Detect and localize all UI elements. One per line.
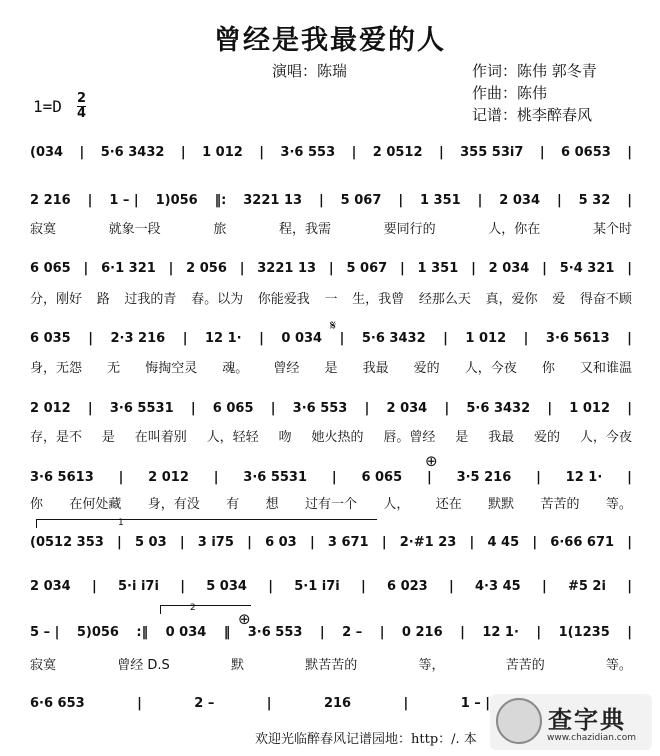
notation-token: | [471, 260, 476, 276]
notation-token: | [460, 624, 465, 640]
notation-token: 5 034 [206, 578, 247, 594]
notation-token: | [627, 624, 632, 640]
lyric-token: 等， [418, 658, 445, 673]
notation-row [30, 190, 632, 210]
notation-token: 1 351 [419, 192, 461, 208]
notation-token: (034 [30, 144, 64, 160]
notation-token: 5 067 [340, 192, 382, 208]
notation-token: | [469, 534, 475, 550]
lyric-token: 经那么天 [418, 292, 471, 307]
time-signature [77, 92, 86, 121]
lyric-token: 要同行的 [383, 222, 436, 237]
lyric-token: 人，你在 [488, 222, 541, 237]
key-signature: 1=D [33, 97, 62, 116]
notation-token: | [180, 144, 186, 160]
lyric-token: 路 [96, 292, 110, 307]
notation-token: 5 067 [346, 260, 388, 276]
notation-token: 5·i i7i [118, 578, 159, 594]
notation-token: | [247, 534, 252, 550]
lyric-row [30, 288, 632, 306]
notation-token: #5 2i [567, 578, 606, 594]
notation-token: 0 034 [281, 330, 323, 346]
lyric-token: 春。以为 [191, 292, 244, 307]
lyric-row [30, 493, 632, 511]
notation-token: 3·5 216 [456, 469, 512, 485]
notation-token: | [239, 260, 245, 276]
transcriber-credit: 记谱：桃李醉春风 [472, 106, 593, 124]
notation-token: | [536, 624, 542, 640]
notation-token: | [309, 534, 315, 550]
lyric-token: 我最 [362, 361, 389, 376]
lyric-token: 人，今夜 [579, 430, 632, 445]
notation-token: | [477, 192, 483, 208]
notation-token: 3·6 5531 [243, 469, 308, 485]
notation-row [30, 258, 632, 278]
notation-token: 5 – | [30, 624, 60, 640]
lyric-token: 默苦苦的 [305, 658, 358, 673]
notation-row [30, 142, 632, 162]
lyric-token: 过我的青 [124, 292, 177, 307]
notation-token: 1 351 [417, 260, 459, 276]
notation-token: 3·6 5613 [30, 469, 94, 485]
lyric-row [30, 426, 632, 444]
notation-token: 12 1· [565, 469, 603, 485]
lyric-token: 真，爱你 [485, 292, 538, 307]
notation-token: | [443, 330, 448, 346]
lyric-token: 等。 [605, 497, 632, 512]
notation-row [30, 576, 632, 596]
notation-token: 6·66 671 [550, 534, 615, 550]
lyric-token: 得奋不顾 [579, 292, 632, 307]
notation-token: 12 1· [204, 330, 242, 346]
notation-token: 5·6 3432 [466, 400, 531, 416]
notation-token: | [627, 192, 632, 208]
notation-token: 3221 13 [257, 260, 317, 276]
notation-token: (0512 353 [30, 534, 104, 550]
notation-token: | [319, 192, 324, 208]
notation-token: | [137, 695, 142, 711]
notation-token: | [259, 144, 264, 160]
notation-token: | [268, 578, 273, 594]
notation-token: | [444, 400, 450, 416]
notation-token: | [541, 578, 547, 594]
notation-token: | [542, 260, 547, 276]
notation-row [30, 328, 632, 348]
lyric-token: 曾经 [273, 361, 300, 376]
lyric-token: 苦苦的 [505, 658, 545, 673]
notation-token: :‖ [136, 624, 149, 640]
notation-token: | [319, 624, 325, 640]
lyric-token: 寂寞 [30, 658, 57, 673]
notation-token: | [79, 144, 85, 160]
composer-credit: 作曲：陈伟 [472, 84, 548, 102]
notation-token: | [379, 624, 385, 640]
notation-token: 5·4 321 [559, 260, 615, 276]
notation-token: 2 056 [186, 260, 227, 276]
notation-token: 5 32 [578, 192, 611, 208]
notation-row [30, 532, 632, 552]
lyric-token: 你能爱我 [257, 292, 310, 307]
notation-token: 2 – [194, 695, 215, 711]
notation-token: 1(1235 [558, 624, 610, 640]
notation-token: 3·6 553 [247, 624, 303, 640]
notation-token: | [87, 400, 93, 416]
notation-token: 2 034 [499, 192, 541, 208]
lyric-token: 悔掏空灵 [145, 361, 198, 376]
second-ending-label: 2 [190, 603, 196, 613]
notation-token: 2 216 [30, 192, 71, 208]
notation-token: | [83, 260, 89, 276]
lyric-token: 人，今夜 [464, 361, 517, 376]
lyric-token: 她火热的 [311, 430, 364, 445]
lyric-token: 爱的 [413, 361, 440, 376]
notation-token: 3·6 553 [280, 144, 336, 160]
lyric-token: 我最 [488, 430, 515, 445]
notation-token: | [547, 400, 553, 416]
notation-token: 3·6 5531 [109, 400, 174, 416]
notation-token: 3 671 [327, 534, 369, 550]
notation-token: 5·1 i7i [294, 578, 340, 594]
singer-credit: 演唱：陈瑞 [272, 62, 348, 80]
notation-token: | [91, 578, 97, 594]
notation-token: | [399, 260, 405, 276]
notation-token: | [270, 400, 276, 416]
notation-token: | [339, 330, 345, 346]
notation-token: 3221 13 [243, 192, 303, 208]
notation-token: 1 012 [465, 330, 507, 346]
notation-token: 3·6 5613 [545, 330, 610, 346]
notation-token: 6 035 [30, 330, 71, 346]
notation-token: 1 012 [202, 144, 243, 160]
notation-token: 2 034 [386, 400, 428, 416]
segno-sign: 𝄋 [330, 318, 337, 334]
notation-token: | [168, 260, 174, 276]
lyric-token: 寂寞 [30, 222, 57, 237]
coda-sign: ⊕ [425, 452, 438, 470]
lyric-token: 就象一段 [108, 222, 161, 237]
lyric-token: 生，我曾 [352, 292, 405, 307]
notation-token: 0 034 [165, 624, 207, 640]
notation-token: 1)056 [155, 192, 198, 208]
notation-token: | [536, 469, 541, 485]
notation-token: | [532, 534, 538, 550]
logo-text: 查字典 [548, 706, 626, 734]
lyric-token: 你 [30, 497, 44, 512]
lyric-token: 旅 [213, 222, 227, 237]
notation-row [30, 398, 632, 418]
notation-token: | [364, 400, 370, 416]
notation-token: | [398, 192, 404, 208]
lyric-token: 你 [541, 361, 555, 376]
notation-token: 355 53i7 [460, 144, 524, 160]
notation-token: 2 034 [30, 578, 71, 594]
lyric-token: 身，有没 [147, 497, 200, 512]
lyric-token: 曾经 D.S [117, 658, 170, 673]
lyric-token: 吻 [278, 430, 292, 445]
notation-token: 0 216 [401, 624, 443, 640]
lyric-token: 在何处藏 [69, 497, 122, 512]
lyric-token: 过有一个 [304, 497, 357, 512]
notation-token: | [331, 469, 337, 485]
notation-token: 2·#1 23 [399, 534, 457, 550]
notation-token: 6 023 [387, 578, 428, 594]
notation-token: | [627, 469, 632, 485]
footer-text: 欢迎光临醉春风记谱园地：http：/. 本 [255, 732, 477, 747]
notation-token: | [259, 330, 264, 346]
lyric-token: 无 [107, 361, 121, 376]
lyric-token: 程，我需 [278, 222, 331, 237]
lyric-token: 是 [101, 430, 115, 445]
lyric-token: 想 [265, 497, 279, 512]
notation-token: | [539, 144, 545, 160]
notation-token: 2 012 [148, 469, 189, 485]
notation-token: 3 i75 [197, 534, 234, 550]
lyric-token: 魂。 [222, 361, 249, 376]
notation-token: | [381, 534, 387, 550]
notation-token: | [182, 330, 188, 346]
notation-token: | [627, 330, 632, 346]
notation-token: 3·6 553 [292, 400, 348, 416]
notation-token: | [180, 578, 185, 594]
lyric-row [30, 654, 632, 672]
notation-token: | [88, 330, 93, 346]
notation-token: 1 012 [569, 400, 611, 416]
notation-token: | [87, 192, 93, 208]
notation-token: ‖ [223, 624, 231, 640]
mascot-icon [496, 698, 542, 744]
lyric-token: 在叫着别 [134, 430, 187, 445]
notation-token: 6·1 321 [101, 260, 156, 276]
notation-token: | [523, 330, 529, 346]
lyric-token: 又和谁温 [579, 361, 632, 376]
lyric-token: 人，轻轻 [206, 430, 259, 445]
notation-token: | [627, 260, 632, 276]
notation-token: | [179, 534, 185, 550]
notation-token: 6 065 [212, 400, 254, 416]
notation-token: 6 03 [265, 534, 297, 550]
notation-token: 6 0653 [561, 144, 611, 160]
notation-token: | [449, 578, 454, 594]
notation-token: 12 1· [482, 624, 519, 640]
lyric-row [30, 218, 632, 236]
notation-row [30, 467, 632, 487]
first-ending-bracket [36, 519, 377, 528]
notation-token: 2 034 [488, 260, 530, 276]
notation-token: 2 012 [30, 400, 71, 416]
lyric-row [30, 357, 632, 375]
notation-token: | [117, 534, 122, 550]
lyric-token: 一 [324, 292, 338, 307]
lyric-token: 分，刚好 [30, 292, 83, 307]
lyric-token: 是 [324, 361, 338, 376]
notation-token: | [627, 144, 632, 160]
lyric-token: 有 [226, 497, 240, 512]
notation-token: 2 0512 [372, 144, 423, 160]
notation-token: 1 – | [460, 695, 491, 711]
notation-token: | [556, 192, 562, 208]
notation-token: 6 065 [30, 260, 71, 276]
notation-token: 5·6 3432 [361, 330, 426, 346]
notation-token: | [426, 469, 432, 485]
notation-token: ‖: [214, 192, 227, 208]
notation-token: 2·3 216 [110, 330, 166, 346]
lyric-token: 苦苦的 [540, 497, 580, 512]
notation-token: 5·6 3432 [100, 144, 165, 160]
notation-token: 5 03 [134, 534, 167, 550]
lyric-token: 等。 [605, 658, 632, 673]
notation-token: 1 – | [109, 192, 139, 208]
notation-token: | [627, 578, 632, 594]
lyric-token: 还在 [435, 497, 462, 512]
time-signature-top: 2 [77, 91, 87, 106]
notation-token: | [438, 144, 444, 160]
notation-token: 216 [323, 695, 352, 711]
notation-token: | [627, 534, 632, 550]
notation-token: 2 – [342, 624, 363, 640]
first-ending-label: 1 [118, 518, 124, 528]
lyric-token: 默默 [488, 497, 515, 512]
notation-token: | [213, 469, 219, 485]
notation-token: 4·3 45 [475, 578, 521, 594]
notation-token: 6·6 653 [30, 695, 85, 711]
lyric-token: 爱 [552, 292, 566, 307]
time-signature-bottom: 4 [77, 106, 87, 121]
lyric-token: 人， [383, 497, 410, 512]
coda-sign: ⊕ [238, 610, 251, 628]
notation-token: | [351, 144, 357, 160]
lyric-token: 身，无怨 [30, 361, 83, 376]
lyricist-credit: 作词：陈伟 郭冬青 [472, 62, 597, 80]
logo-url: www.chazidian.com [547, 733, 637, 743]
song-title: 曾经是我最爱的人 [214, 25, 446, 56]
notation-token: 5)056 [76, 624, 119, 640]
notation-token: 4 45 [487, 534, 520, 550]
lyric-token: 是 [455, 430, 469, 445]
notation-token: | [190, 400, 196, 416]
notation-token: | [328, 260, 334, 276]
notation-row [30, 622, 632, 642]
notation-token: | [361, 578, 366, 594]
lyric-token: 某个时 [592, 222, 632, 237]
notation-token: | [266, 695, 272, 711]
lyric-token: 爱的 [534, 430, 561, 445]
notation-token: | [627, 400, 632, 416]
notation-token: 6 065 [361, 469, 403, 485]
lyric-token: 唇。曾经 [383, 430, 436, 445]
lyric-token: 默 [230, 658, 244, 673]
lyric-token: 存，是不 [30, 430, 83, 445]
notation-token: | [118, 469, 124, 485]
notation-token: | [403, 695, 409, 711]
